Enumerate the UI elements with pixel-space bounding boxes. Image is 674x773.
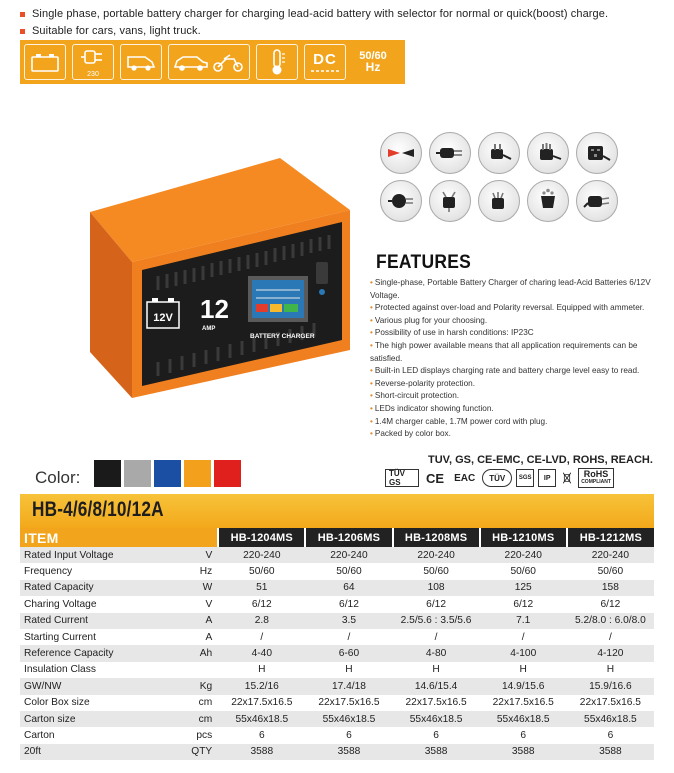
table-row (20, 744, 654, 760)
spec-name: Reference Capacity (20, 645, 175, 661)
features-list (370, 277, 670, 441)
rohs-label-top: RoHS (583, 469, 609, 479)
spec-value: 6/12 (567, 596, 654, 612)
table-row (20, 613, 654, 629)
ce-icon: CE (426, 470, 445, 486)
feature-item: • Packed by color box. (370, 428, 670, 441)
india-plug-icon (527, 180, 569, 222)
spec-value: 3588 (218, 744, 305, 760)
feature-item: • 1.4M charger cable, 1.7M power cord with plug. (370, 416, 670, 429)
spec-value: 220-240 (480, 547, 567, 563)
feature-item: • Single-phase, Portable Battery Charger of charing lead-Acid Batteries 6/12V Voltage. (370, 277, 670, 302)
spec-value: 55x46x18.5 (480, 711, 567, 727)
charger-brand-label: BATTERY CHARGER (250, 333, 315, 340)
spec-value: 50/60 (305, 563, 392, 579)
spec-value: 50/60 (393, 563, 480, 579)
feature-icon-bar (20, 40, 405, 84)
spec-name: Color Box size (20, 695, 175, 711)
spec-value: 6/12 (305, 596, 392, 612)
car-motorcycle-icon (168, 44, 250, 80)
table-row (20, 580, 654, 596)
thermometer-icon (256, 44, 298, 80)
color-swatch-gray (124, 460, 151, 487)
table-row (20, 727, 654, 743)
spec-unit: V (175, 547, 219, 563)
spec-value: 2.8 (218, 613, 305, 629)
table-row (20, 695, 654, 711)
spec-value: 7.1 (480, 613, 567, 629)
feature-item: • Protected against over-load and Polarity reversal. Equipped with ammeter. (370, 302, 670, 315)
model-title-bar (20, 494, 654, 528)
color-swatch-orange (184, 460, 211, 487)
spec-value: 3588 (305, 744, 392, 760)
spec-value: 3588 (567, 744, 654, 760)
charger-amp-value: 12 (200, 294, 229, 324)
spec-unit: cm (175, 711, 219, 727)
spec-name: Carton (20, 727, 175, 743)
spec-name: Charing Voltage (20, 596, 175, 612)
spec-value: 4-120 (567, 645, 654, 661)
spec-name: Rated Capacity (20, 580, 175, 596)
alligator-clips-icon (380, 132, 422, 174)
intro-bullet (20, 6, 608, 23)
features-title: FEATURES (376, 252, 472, 273)
spec-value: 4-80 (393, 645, 480, 661)
spec-value: / (567, 629, 654, 645)
spec-value: H (393, 662, 480, 678)
spec-value: 51 (218, 580, 305, 596)
spec-unit (175, 662, 219, 678)
eu-plug-icon (429, 132, 471, 174)
spec-name: Starting Current (20, 629, 175, 645)
spec-value: 50/60 (567, 563, 654, 579)
table-row (20, 662, 654, 678)
van-icon (120, 44, 162, 80)
spec-value: 22x17.5x16.5 (480, 695, 567, 711)
feature-item: • LEDs indicator showing function. (370, 403, 670, 416)
spec-value: H (480, 662, 567, 678)
us-3pin-plug-icon (527, 132, 569, 174)
spec-value: 22x17.5x16.5 (567, 695, 654, 711)
item-header: ITEM (20, 528, 218, 547)
table-row (20, 711, 654, 727)
spec-value: / (393, 629, 480, 645)
spec-value: 125 (480, 580, 567, 596)
australia-plug-icon (429, 180, 471, 222)
bullet-square-icon (20, 12, 25, 17)
eac-icon: EAC (454, 472, 476, 484)
spec-value: 22x17.5x16.5 (393, 695, 480, 711)
spec-unit: Ah (175, 645, 219, 661)
spec-value: 6 (480, 727, 567, 743)
spec-value: 3588 (480, 744, 567, 760)
spec-value: / (305, 629, 392, 645)
intro-bullet-text: Suitable for cars, vans, light truck. (32, 25, 201, 37)
spec-value: 50/60 (480, 563, 567, 579)
spec-value: 2.5/5.6 : 3.5/5.6 (393, 613, 480, 629)
spec-name: Frequency (20, 563, 175, 579)
spec-value: 55x46x18.5 (305, 711, 392, 727)
spec-value: 4-100 (480, 645, 567, 661)
spec-name: Rated Current (20, 613, 175, 629)
intro-bullet-text: Single phase, portable battery charger for charging lead-acid battery with selector for normal or quick(boost) charge. (32, 8, 609, 20)
spec-name: Rated Input Voltage (20, 547, 175, 563)
spec-value: 3.5 (305, 613, 392, 629)
schuko-plug-icon (380, 180, 422, 222)
hz-label-top: 50/60 (359, 50, 387, 62)
tuv-icon: TÜV (482, 469, 512, 487)
spec-unit: Kg (175, 678, 219, 694)
feature-item: • Reverse-polarity protection. (370, 378, 670, 391)
charger-voltage-label: 12V (153, 312, 173, 324)
spec-name: Insulation Class (20, 662, 175, 678)
china-plug-icon (478, 180, 520, 222)
spec-value: 6/12 (218, 596, 305, 612)
rohs-icon (578, 468, 614, 488)
spec-value: 5.2/8.0 : 6.0/8.0 (567, 613, 654, 629)
spec-value: 6/12 (480, 596, 567, 612)
dc-icon (304, 44, 346, 80)
table-row (20, 547, 654, 563)
spec-value: 14.6/15.4 (393, 678, 480, 694)
spec-value: 55x46x18.5 (218, 711, 305, 727)
model-title: HB-4/6/8/10/12A (32, 498, 164, 521)
spec-value: 6-60 (305, 645, 392, 661)
spec-value: 3588 (393, 744, 480, 760)
spec-value: 6/12 (393, 596, 480, 612)
feature-item: • Possibility of use in harsh conditions: IP23C (370, 327, 670, 340)
spec-value: / (480, 629, 567, 645)
weee-icon (560, 469, 574, 487)
plug-options (380, 132, 620, 222)
spec-unit: Hz (175, 563, 219, 579)
spec-unit: cm (175, 695, 219, 711)
spec-value: 22x17.5x16.5 (218, 695, 305, 711)
spec-unit: V (175, 596, 219, 612)
feature-item: • Various plug for your choosing. (370, 315, 670, 328)
spec-value: H (567, 662, 654, 678)
model-header: HB-1206MS (305, 528, 392, 547)
battery-charger-image (70, 140, 370, 405)
uk-plug-icon (576, 132, 618, 174)
spec-value: 14.9/15.6 (480, 678, 567, 694)
spec-unit: W (175, 580, 219, 596)
ip-icon: IP (538, 469, 556, 487)
spec-value: H (305, 662, 392, 678)
eu-right-angle-plug-icon (576, 180, 618, 222)
spec-value: 15.9/16.6 (567, 678, 654, 694)
spec-value: 108 (393, 580, 480, 596)
spec-unit: QTY (175, 744, 219, 760)
color-swatch-red (214, 460, 241, 487)
spec-value: 64 (305, 580, 392, 596)
spec-value: 220-240 (567, 547, 654, 563)
feature-item: • The high power available means that all application requirements can be satisfied. (370, 340, 670, 365)
spec-table-header (20, 528, 654, 547)
spec-name: GW/NW (20, 678, 175, 694)
model-header: HB-1208MS (393, 528, 480, 547)
spec-value: 6 (305, 727, 392, 743)
spec-value: 220-240 (218, 547, 305, 563)
spec-unit: A (175, 629, 219, 645)
hz-label-bottom: Hz (365, 60, 381, 74)
certifications-text: TUV, GS, CE-EMC, CE-LVD, ROHS, REACH. (428, 454, 653, 466)
spec-value: 6 (218, 727, 305, 743)
spec-name: 20ft (20, 744, 175, 760)
feature-item: • Built-in LED displays charging rate and battery charge level easy to read. (370, 365, 670, 378)
spec-value: 15.2/16 (218, 678, 305, 694)
spec-unit: A (175, 613, 219, 629)
tuv-gs-icon: TÜV GS (385, 469, 419, 487)
dc-label: DC (313, 50, 337, 68)
table-row (20, 645, 654, 661)
color-swatch-blue (154, 460, 181, 487)
model-header: HB-1210MS (480, 528, 567, 547)
certification-icons (385, 468, 614, 488)
sgs-icon: SGS (516, 469, 534, 487)
intro-bullet (20, 23, 608, 40)
spec-value: 17.4/18 (305, 678, 392, 694)
spec-value: 50/60 (218, 563, 305, 579)
table-row (20, 678, 654, 694)
rohs-label-bottom: COMPLIANT (581, 479, 611, 485)
us-plug-icon (478, 132, 520, 174)
intro-bullets (20, 6, 608, 40)
feature-item: • Short-circuit protection. (370, 390, 670, 403)
spec-table (20, 528, 654, 760)
spec-value: 158 (567, 580, 654, 596)
charger-amp-unit: AMP (202, 326, 216, 332)
color-label: Color: (35, 468, 81, 487)
spec-value: 6 (567, 727, 654, 743)
spec-value: H (218, 662, 305, 678)
spec-value: 22x17.5x16.5 (305, 695, 392, 711)
battery-icon (24, 44, 66, 80)
table-row (20, 563, 654, 579)
spec-value: 220-240 (305, 547, 392, 563)
table-row (20, 629, 654, 645)
spec-value: 55x46x18.5 (567, 711, 654, 727)
hz-icon (352, 44, 394, 80)
model-header: HB-1204MS (218, 528, 305, 547)
color-swatch-black (94, 460, 121, 487)
spec-unit: pcs (175, 727, 219, 743)
spec-value: 55x46x18.5 (393, 711, 480, 727)
spec-value: 6 (393, 727, 480, 743)
spec-value: 220-240 (393, 547, 480, 563)
spec-value: 4-40 (218, 645, 305, 661)
plug-230-icon (72, 44, 114, 80)
voltage-label: 230 (87, 71, 99, 78)
model-header: HB-1212MS (567, 528, 654, 547)
spec-name: Carton size (20, 711, 175, 727)
spec-value: / (218, 629, 305, 645)
bullet-square-icon (20, 29, 25, 34)
table-row (20, 596, 654, 612)
